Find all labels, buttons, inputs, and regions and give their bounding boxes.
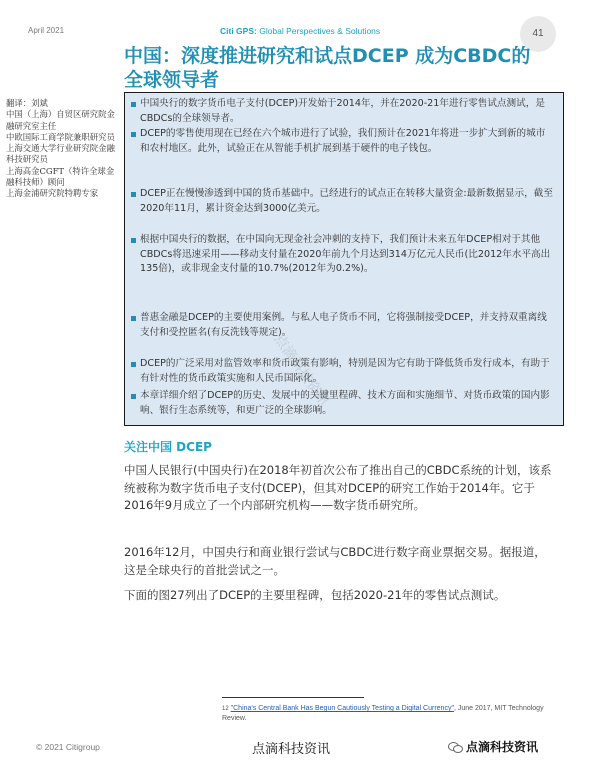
- bullet-square-icon: [131, 362, 136, 367]
- footnote-source: , June 2017, MIT Technology Review.: [222, 705, 544, 722]
- key-point: 普惠金融是DCEP的主要使用案例。与私人电子货币不同，它将强制接受DCEP，并支持双重离线支付和受控匿名(有反洗钱等规定)。: [131, 311, 553, 340]
- translator-line: 中欧国际工商学院兼职研究员: [6, 131, 115, 142]
- page-title: 中国：深度推进研究和试点DCEP 成为CBDC的全球领导者: [124, 45, 531, 91]
- translator-line: 上海交通大学行业研究院金融科技研究员: [6, 143, 115, 165]
- page-header: [0, 24, 600, 42]
- key-points-box: [124, 92, 564, 426]
- footer-watermark-text: 点滴科技资讯: [252, 742, 331, 757]
- translator-line: 中国（上海）自贸区研究院金融研究室主任: [6, 109, 115, 131]
- wechat-icon: [448, 741, 462, 753]
- key-point: 中国央行的数字货币电子支付(DCEP)开发始于2014年，并在2020-21年进行零售试点测试，是CBDCs的全球领导者。: [131, 97, 553, 126]
- footer-copyright: © 2021 Citigroup: [36, 742, 100, 752]
- key-point: DCEP的零售使用现在已经在六个城市进行了试验，我们预计在2021年将进一步扩大到新的城市和农村地区。此外，试验正在从智能手机扩展到基于硬件的电子钱包。: [131, 127, 553, 156]
- bullet-square-icon: [131, 238, 136, 243]
- watermark: 点滴科技资讯: [270, 331, 332, 410]
- header-brand-bold: Citi GPS:: [220, 26, 257, 36]
- key-point: DCEP的广泛采用对监管效率和货币政策有影响，特别是因为它有助于降低货币发行成本，有助于有针对性的货币政策实施和人民币国际化。: [131, 357, 553, 386]
- key-point: DCEP正在慢慢渗透到中国的货币基础中。已经进行的试点正在转移大量资金:最新数据显示，截至2020年11月，累计资金达到3000亿美元。: [131, 187, 553, 216]
- key-point: 本章详细介绍了DCEP的历史、发展中的关键里程碑、技术方面和实施细节、对货币政策的国内影响、银行生态系统等，和更广泛的全球影响。: [131, 389, 553, 418]
- bullet-square-icon: [131, 192, 136, 197]
- header-date: April 2021: [28, 26, 65, 35]
- footer-logo: [448, 738, 538, 755]
- footer-logo-text: 点滴科技资讯: [466, 740, 539, 754]
- translator-line: 上海金浦研究院特聘专家: [6, 188, 99, 199]
- bullet-square-icon: [131, 132, 136, 137]
- footnote-number: 12: [222, 706, 229, 712]
- header-brand: [220, 26, 380, 36]
- page-number-badge: 41: [520, 16, 556, 52]
- bullet-square-icon: [131, 394, 136, 399]
- bullet-square-icon: [131, 316, 136, 321]
- translator-line: 上海高金CGFT（特许全球金融科技师）顾问: [6, 165, 115, 188]
- body-paragraph: 中国人民银行(中国央行)在2018年初首次公布了推出自己的CBDC系统的计划，该系统被称为数字货币电子支付(DCEP)，但其对DCEP的研究工作始于2014年。它于2016年9月成立了一个内部研究机构——数字货币研究所。: [124, 463, 552, 512]
- footnote: [222, 704, 562, 724]
- translator-line: 翻译：刘斌: [6, 98, 48, 108]
- footnote-link[interactable]: "China's Central Bank Has Begun Cautiously Testing a Digital Currency": [230, 705, 454, 712]
- header-brand-rest: Global Perspectives & Solutions: [256, 26, 381, 36]
- translator-credits: [6, 98, 118, 200]
- section-heading: 关注中国 DCEP: [124, 440, 212, 454]
- body-paragraph: 2016年12月，中国央行和商业银行尝试与CBDC进行数字商业票据交易。据报道，这是全球央行的首批尝试之一。: [124, 545, 546, 577]
- key-point: 根据中国央行的数据，在中国向无现金社会冲刺的支持下，我们预计未来五年DCEP相对于其他CBDCs将迅速采用——移动支付量在2020年前九个月达到314万亿元人民币(比2012年水平高出135倍)，或非现金支付量的10.7%(2012年为0.2%)。: [131, 233, 553, 277]
- bullet-square-icon: [131, 102, 136, 107]
- footnote-divider: [222, 697, 364, 698]
- body-paragraph: 下面的图27列出了DCEP的主要里程碑，包括2020-21年的零售试点测试。: [124, 588, 506, 602]
